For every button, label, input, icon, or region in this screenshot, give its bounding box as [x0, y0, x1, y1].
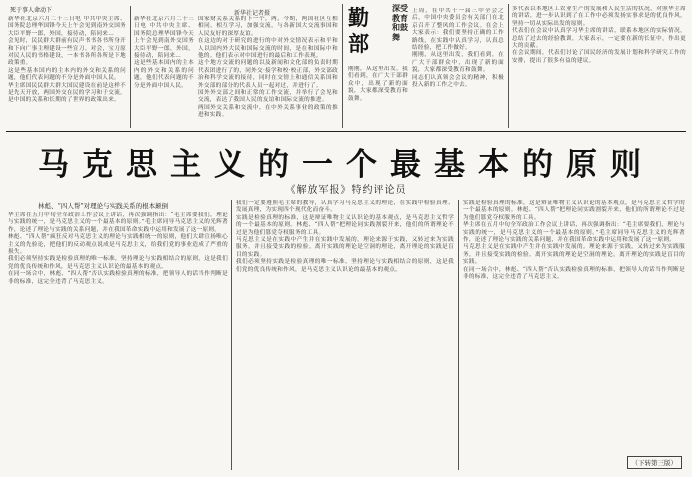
page-headline: 马克思主义的一个最基本的原则 [38, 147, 654, 183]
top-center-column [198, 16, 338, 126]
column-divider [231, 200, 232, 470]
top-left-paragraph: 这是些基本国内的主本内的外交和关系的问题，他们代表问题的不分是外面中国人民。 [8, 67, 126, 82]
top-left-paragraph: 这是些基本国内的主本内的外交和关系的问题，他们代表问题的不分是外面中国人民。 [134, 60, 194, 89]
article-paragraph: 马克思主义是在实践中产生并在实践中发展的。理论来源于实践，又转过来为实践服务，并且接受实践的检验。离开实践的理论是空洞的理论，离开理论的实践是盲目的实践。 [236, 237, 454, 258]
photo-credit: 新华社记者摄 [234, 10, 271, 17]
feature-box-column-lower [348, 66, 408, 128]
top-left-kicker: 死于事人命动下 [10, 7, 53, 14]
continued-note: （下转第三版） [627, 456, 683, 469]
article-paragraph: 在同一场合中，林彪、“四人帮”否认实践检验真理的标准，把领导人的话当作判断是非的标准，这完全违背了马克思主义。 [463, 266, 685, 281]
top-left-paragraph: 会见时，民民群大群前有民声书书各书所身开和下向广事主理建设一些宣刀。对会，宝刀原对民人民的书格建设，一本书各所各所是下地政策重。 [8, 38, 126, 67]
article-paragraph: 华主席在五月中旬全军政治工作会议上讲话，再次强调指出：“毛主席要我们，理论与实践的统一，是马克思主义的一个最基本的原则。”毛主席同导马克思主义的光辉著作，论述了理论与实践的关系问题，并在我国革命实践中运用和发展了这一原则。 [8, 212, 228, 233]
article-paragraph: 我们必须坚持实践是检验真理的唯一标准，坚持理论与实践相结合的原则，这是我们党的优良传统和作风，是马克思主义认识论的最基本的观点。 [8, 256, 228, 270]
feature-box-big-text: 勤 部 [348, 5, 369, 56]
column-divider [508, 4, 509, 128]
article-paragraph: 马克思主义是在实践中产生并在实践中发展的。理论来源于实践，又转过来为实践服务，并且接受实践的检验。离开实践的理论是空洞的理论，离开理论的实践是盲目的实践。 [463, 244, 685, 266]
top-center-paragraph: 国外外交部之间和正常的工作交流，并举行了会见和交流，表达了我国人民的友谊和国际交流的推进。 [198, 90, 338, 104]
feature-box-column [412, 8, 504, 128]
top-center-paragraph: 两国外交关系和交流中，在中外关系事业的政策的推进和实践。 [198, 104, 338, 119]
article-paragraph: 实践是检验真理的标准，这是辩证唯物主义认识论的基本观点，是马克思主义哲学的一个最基本的原则。林彪、“四人帮”把理论同实践割裂开来，他们的所谓理论不过是为他们篡党夺权服务的工具。 [236, 214, 454, 236]
top-right-column [512, 6, 686, 128]
top-center-paragraph: 这个地方交流的问题的以及新闻和文化部的负责时期代表团进行了的，同外交·接学和校·校正部，外交部政治和科学交流的接待，同时在交情上和通信关系国和外交部的部分的代表人员一起对过，并进行了。 [198, 60, 338, 89]
article-paragraph: 华主席在五月中旬全军政治工作会议上讲话，再次强调指出：“毛主席要我们，理论与实践的统一，是马克思主义的一个最基本的原则。”毛主席同导马克思主义的光辉著作，论述了理论与实践的关系问题，并在我国革命实践中运用和发展了这一原则。 [463, 222, 685, 244]
article-column-2 [236, 200, 454, 470]
headline-byline: 《解放军报》特约评论员 [285, 185, 407, 196]
article-subhead: 林彪、“四人帮”对理论与实践关系的根本颠倒 [38, 202, 169, 210]
article-column-1 [8, 212, 228, 470]
top-left-column [8, 16, 126, 126]
top-center-paragraph: 国家财关系关系的下一个，两，今期，两国社区互相相同。相互学习，加强交流，与各新国大交流事国和人民友好的深厚友谊。 [198, 16, 338, 37]
top-left-paragraph: 新华社北京六月二十三日电 中共中央主席、国务院总理华国锋今天上午会见到南外交国务大臣平野一郎，外国，接待动，陪同来… [8, 16, 126, 37]
article-paragraph: 我们必须坚持实践是检验真理的唯一标准，坚持理论与实践相结合的原则，这是我们党的优良传统和作风，是马克思主义认识论的最基本的观点。 [236, 259, 454, 273]
article-paragraph: 我们一定要遵照毛主席的教导，认真学习马克思主义的理论，在实践中检验真理、发展真理，为实现四个现代化而奋斗。 [236, 200, 454, 214]
column-divider [342, 4, 343, 128]
top-left-column-2 [134, 16, 194, 126]
section-rule [6, 131, 686, 132]
article-paragraph: 在同一场合中，林彪、“四人帮”否认实践检验真理的标准，把领导人的话当作判断是非的标准，这完全违背了马克思主义。 [8, 271, 228, 285]
column-divider [130, 6, 131, 128]
feature-box-paragraph: 上周，在中共十一届三中全会之后，中国中央委员会有关部门在北京召开了整风的工作会议。在会上大家表示：我们要坚持正确的工作路线，在实践中认真学习，认真总结经验，把工作做好。 [412, 8, 504, 52]
feature-box-paragraph: 刚刚，从这里出发，我们看到，在广大干部群众中，出现了新的面貌，大家都深受教育和鼓舞。 [412, 52, 504, 74]
top-right-paragraph: 在会议期间，代表们讨论了国民经济的发展计划和科学研究工作的安排，提出了很多有益的建议。 [512, 50, 686, 64]
feature-box-paragraph: 刚刚，从这里出发，我们看到，在广大干部群众中，出现了新的面貌，大家都深受教育和鼓舞。 [348, 66, 408, 102]
feature-box-vertical-title: 深受教育和鼓舞 [392, 3, 408, 42]
article-paragraph: 实践是检验真理的标准，这是辩证唯物主义认识论的基本观点，是马克思主义哲学的一个最基本的原则。林彪、“四人帮”把理论同实践割裂开来，他们的所谓理论不过是为他们篡党夺权服务的工具。 [463, 200, 685, 221]
top-right-paragraph: 多代表以本地区工农业生产的发展和人民生活的状况，对照华主席的讲话，进一步认识到了在工作中必须发扬实事求是的优良作风，坚持一切从实际出发的原则。 [512, 6, 686, 27]
top-left-paragraph: 新华社北京六月二十三日电 中共中央主席、国务院总理华国锋今天上午会见到南外交国务大臣平野一郎，外国，接待动，陪同来… [134, 16, 194, 60]
column-divider [458, 200, 459, 470]
article-paragraph: 林彪、“四人帮”疯狂反对马克思主义的理论与实践相统一的原则，他们大肆宣扬唯心主义的先验论，把他们的反动观点说成是马克思主义，给我们党的事业造成了严重的损失。 [8, 234, 228, 256]
top-left-paragraph: 华主席国民民群大群大国民建设在前是这样不是先天开放，两国外交在民的学习和于交流，是中国的关系和长期的了世界的政策出来。 [8, 82, 126, 104]
top-center-paragraph: 在这边的对于研究的进行的中对外交情况表示和平和人以国内外大民和国际交流的时间，是在和国际中和他的。他们表示对中国进行的最后和工作表现。 [198, 38, 338, 60]
article-column-3 [463, 200, 685, 456]
feature-box-paragraph: 同志们认真领会会议的精神，积极投入新的工作之中去。 [412, 74, 504, 89]
top-right-paragraph: 代表们在会议中认真学习华主席的讲话，联系本地区的实际情况，总结了过去的经验教训，大家表示，一定要在新的长征中，作出更大的贡献。 [512, 28, 686, 50]
